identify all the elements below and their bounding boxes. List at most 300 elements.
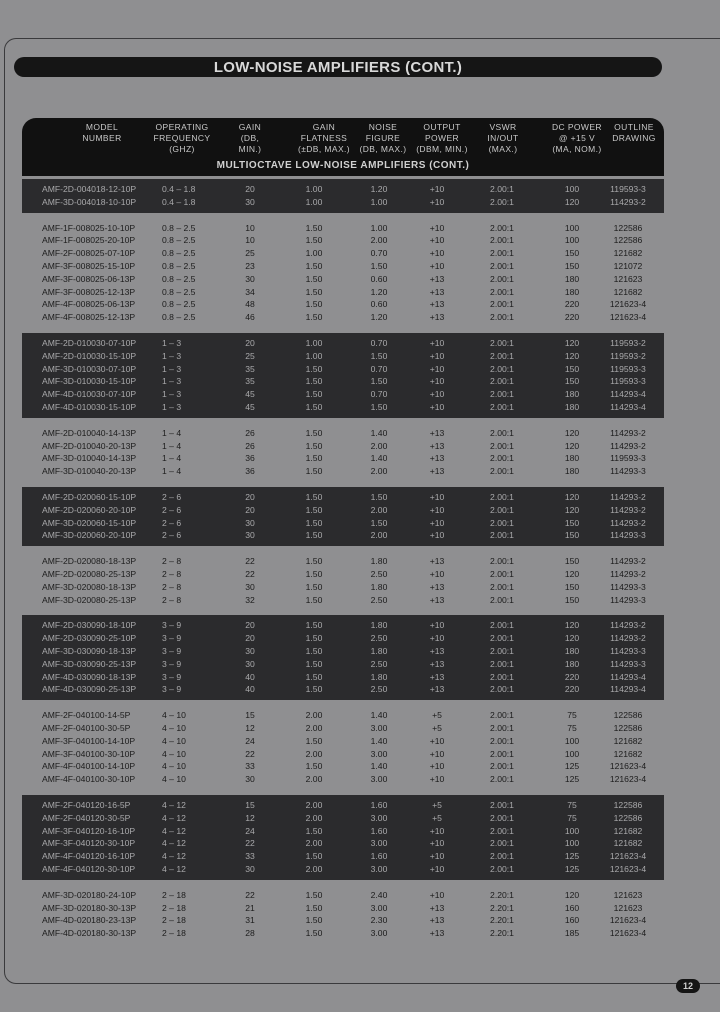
- table-row-group: [22, 551, 664, 610]
- table-cell: 119593-3: [610, 376, 646, 387]
- table-cell: AMF-4D-020180-23-13P: [42, 915, 137, 926]
- column-header-line: DC POWER: [552, 122, 602, 132]
- table-cell: 30: [245, 774, 255, 785]
- column-header-line: (DB, MAX.): [359, 144, 407, 154]
- table-cell: 122586: [613, 235, 643, 246]
- table-cell: 1.50: [305, 633, 323, 644]
- table-cell: 2.00:1: [490, 286, 514, 297]
- table-cell: 20: [245, 184, 255, 194]
- table-cell: AMF-4F-008025-06-13P: [42, 299, 136, 310]
- table-cell: 125: [564, 761, 580, 772]
- table-cell: 1.00: [305, 184, 323, 194]
- table-cell: 1.50: [305, 260, 323, 271]
- table-cell: 121623-4: [609, 312, 647, 323]
- table-cell: AMF-3D-020060-20-10P: [42, 530, 137, 541]
- table-cell: +10: [429, 504, 445, 515]
- table-cell: 121623-4: [609, 774, 647, 785]
- table-cell: 22: [245, 568, 255, 579]
- table-cell: 2 – 8: [162, 556, 182, 567]
- table-cell: 2 – 8: [162, 568, 182, 579]
- table-cell: 122586: [613, 812, 643, 823]
- table-row: [22, 568, 664, 581]
- table-cell: 20: [245, 504, 255, 515]
- table-cell: AMF-2D-030090-18-10P: [42, 620, 137, 631]
- table-cell: 114293-2: [610, 492, 646, 502]
- table-cell: +13: [429, 928, 445, 939]
- table-row: [22, 311, 664, 324]
- table-cell: 121682: [613, 838, 643, 849]
- table-cell: 3.00: [370, 812, 388, 823]
- table-cell: 4 – 12: [162, 838, 186, 849]
- table-cell: 1 – 3: [162, 338, 182, 348]
- table-cell: 1.40: [370, 427, 388, 438]
- table-cell: +13: [429, 594, 445, 605]
- table-row: [22, 337, 664, 350]
- table-row-group: [22, 333, 664, 418]
- table-cell: AMF-3D-020180-24-10P: [42, 889, 137, 900]
- table-cell: 4 – 10: [162, 748, 186, 759]
- table-cell: 2.00:1: [490, 338, 514, 348]
- table-cell: 125: [564, 774, 580, 785]
- table-cell: 1.50: [305, 530, 323, 541]
- table-cell: 1.50: [305, 684, 323, 695]
- table-cell: AMF-3F-040100-30-10P: [42, 748, 136, 759]
- table-cell: 2.00:1: [490, 440, 514, 451]
- table-row: [22, 773, 664, 786]
- table-cell: AMF-3D-010040-14-13P: [42, 453, 137, 464]
- table-cell: 120: [564, 620, 580, 631]
- table-cell: +13: [429, 440, 445, 451]
- table-cell: 114293-4: [610, 671, 646, 682]
- table-row: [22, 619, 664, 632]
- table-cell: 180: [564, 401, 580, 412]
- table-cell: 1.50: [370, 376, 388, 387]
- table-cell: 40: [245, 684, 255, 695]
- table-cell: 2.00:1: [490, 235, 514, 246]
- table-cell: AMF-3F-008025-15-10P: [42, 260, 136, 271]
- table-header: [22, 118, 664, 176]
- table-row: [22, 889, 664, 902]
- table-cell: 3.00: [370, 838, 388, 849]
- table-cell: 100: [564, 235, 580, 246]
- table-cell: 75: [567, 812, 577, 823]
- table-cell: 75: [567, 710, 577, 721]
- table-cell: 2.00: [305, 710, 323, 721]
- table-row: [22, 863, 664, 876]
- table-cell: 1.50: [305, 658, 323, 669]
- table-cell: 0.8 – 2.5: [162, 299, 196, 310]
- column-header: [478, 122, 528, 155]
- table-cell: 0.70: [370, 389, 388, 400]
- table-cell: 120: [564, 196, 580, 207]
- table-cell: 12: [245, 812, 255, 823]
- table-cell: 2.00:1: [490, 851, 514, 862]
- table-cell: 2 – 6: [162, 517, 182, 528]
- table-cell: 1.50: [305, 312, 323, 323]
- table-cell: 2 – 18: [162, 928, 186, 939]
- table-cell: 2.00:1: [490, 800, 514, 810]
- table-cell: 1.50: [305, 594, 323, 605]
- column-header-line: FREQUENCY: [153, 133, 211, 143]
- table-cell: 75: [567, 722, 577, 733]
- table-cell: +10: [429, 389, 445, 400]
- table-cell: 20: [245, 633, 255, 644]
- table-cell: AMF-3D-020180-30-13P: [42, 902, 137, 913]
- table-cell: 22: [245, 748, 255, 759]
- table-cell: +5: [432, 800, 442, 810]
- table-cell: 114293-2: [610, 517, 646, 528]
- table-cell: 1.50: [370, 401, 388, 412]
- column-header: [544, 122, 610, 155]
- table-cell: 2.00:1: [490, 556, 514, 567]
- table-cell: 1.50: [370, 260, 388, 271]
- table-cell: 12: [245, 722, 255, 733]
- table-cell: +10: [429, 401, 445, 412]
- table-cell: 120: [564, 568, 580, 579]
- table-cell: +10: [429, 248, 445, 259]
- table-cell: AMF-1F-008025-20-10P: [42, 235, 136, 246]
- table-cell: 2 – 6: [162, 492, 182, 502]
- column-header-line: POWER: [424, 133, 460, 143]
- table-cell: 3.00: [370, 928, 388, 939]
- table-cell: 1.50: [305, 389, 323, 400]
- table-cell: 3 – 9: [162, 684, 182, 695]
- table-cell: 1.50: [305, 427, 323, 438]
- table-row: [22, 722, 664, 735]
- table-cell: 2.00: [305, 838, 323, 849]
- table-cell: +10: [429, 492, 445, 502]
- table-row: [22, 850, 664, 863]
- table-cell: 1 – 4: [162, 440, 182, 451]
- table-cell: 1.50: [305, 222, 323, 233]
- table-cell: 25: [245, 248, 255, 259]
- table-cell: 2 – 6: [162, 530, 182, 541]
- table-cell: 34: [245, 286, 255, 297]
- table-cell: 120: [564, 889, 580, 900]
- table-cell: 2.00: [305, 774, 323, 785]
- table-cell: 25: [245, 350, 255, 361]
- table-cell: 114293-3: [610, 645, 646, 656]
- table-cell: 1.00: [370, 222, 388, 233]
- table-cell: 0.70: [370, 363, 388, 374]
- table-cell: AMF-4D-020180-30-13P: [42, 928, 137, 939]
- table-cell: 2.00: [370, 235, 388, 246]
- table-cell: 4 – 10: [162, 774, 186, 785]
- table-row: [22, 709, 664, 722]
- table-cell: 185: [564, 928, 580, 939]
- table-cell: 100: [564, 184, 580, 194]
- table-cell: 121682: [613, 735, 643, 746]
- table-row: [22, 234, 664, 247]
- table-cell: 220: [564, 671, 580, 682]
- table-row: [22, 799, 664, 812]
- table-cell: 2.00: [305, 800, 323, 810]
- table-cell: 1.50: [305, 915, 323, 926]
- table-cell: AMF-3D-020060-15-10P: [42, 517, 137, 528]
- table-cell: 1.50: [305, 556, 323, 567]
- table-cell: AMF-3F-008025-12-13P: [42, 286, 136, 297]
- table-row: [22, 440, 664, 453]
- table-cell: 2.50: [370, 684, 388, 695]
- table-row: [22, 491, 664, 504]
- table-cell: 46: [245, 312, 255, 323]
- table-cell: 45: [245, 401, 255, 412]
- table-cell: 114293-2: [610, 568, 646, 579]
- table-cell: 4 – 12: [162, 812, 186, 823]
- table-cell: 2.00:1: [490, 312, 514, 323]
- table-cell: AMF-4D-010030-07-10P: [42, 389, 137, 400]
- table-cell: 2.00:1: [490, 196, 514, 207]
- table-row: [22, 452, 664, 465]
- table-cell: 114293-2: [610, 504, 646, 515]
- table-cell: 10: [245, 222, 255, 233]
- table-cell: +10: [429, 363, 445, 374]
- column-header: [606, 122, 662, 144]
- table-cell: 1 – 4: [162, 466, 182, 477]
- table-cell: 114293-2: [610, 620, 646, 631]
- table-cell: 2 – 8: [162, 581, 182, 592]
- table-row: [22, 388, 664, 401]
- table-cell: 33: [245, 851, 255, 862]
- column-header-line: VSWR: [489, 122, 517, 132]
- table-cell: +13: [429, 273, 445, 284]
- column-header-line: NUMBER: [82, 133, 122, 143]
- table-row-group: [22, 487, 664, 546]
- table-cell: 40: [245, 671, 255, 682]
- table-cell: 22: [245, 556, 255, 567]
- table-cell: +13: [429, 556, 445, 567]
- table-cell: 121682: [613, 286, 643, 297]
- table-cell: AMF-2D-010040-20-13P: [42, 440, 137, 451]
- table-cell: 1.50: [305, 453, 323, 464]
- table-cell: 1.80: [370, 671, 388, 682]
- table-cell: 125: [564, 863, 580, 874]
- table-row: [22, 427, 664, 440]
- table-cell: 120: [564, 504, 580, 515]
- table-cell: 121623-4: [609, 928, 647, 939]
- table-cell: 2.00:1: [490, 863, 514, 874]
- table-cell: AMF-2D-010030-07-10P: [42, 338, 137, 348]
- table-cell: 30: [245, 196, 255, 207]
- column-header: [294, 122, 354, 155]
- table-row: [22, 581, 664, 594]
- table-cell: AMF-3D-010030-07-10P: [42, 363, 137, 374]
- table-cell: 1.00: [370, 196, 388, 207]
- table-cell: 1 – 3: [162, 350, 182, 361]
- column-header-line: MODEL: [85, 122, 119, 132]
- table-cell: AMF-4F-040100-14-10P: [42, 761, 136, 772]
- table-cell: AMF-3D-004018-10-10P: [42, 196, 137, 207]
- table-cell: +10: [429, 838, 445, 849]
- table-cell: 3.00: [370, 748, 388, 759]
- table-cell: 150: [564, 594, 580, 605]
- table-cell: +10: [429, 735, 445, 746]
- table-cell: 100: [564, 735, 580, 746]
- table-cell: 0.8 – 2.5: [162, 312, 196, 323]
- table-cell: 119593-3: [610, 453, 646, 464]
- table-row: [22, 645, 664, 658]
- table-cell: AMF-3F-008025-06-13P: [42, 273, 136, 284]
- table-cell: 2.50: [370, 594, 388, 605]
- table-cell: AMF-2F-040100-30-5P: [42, 722, 131, 733]
- table-cell: +10: [429, 633, 445, 644]
- table-cell: 1.50: [305, 440, 323, 451]
- table-cell: 1.00: [305, 350, 323, 361]
- table-cell: 20: [245, 492, 255, 502]
- table-cell: 0.60: [370, 273, 388, 284]
- table-cell: 15: [245, 800, 255, 810]
- table-cell: 0.60: [370, 299, 388, 310]
- table-cell: 114293-3: [610, 658, 646, 669]
- table-cell: 220: [564, 312, 580, 323]
- table-cell: 1.50: [305, 581, 323, 592]
- table-cell: AMF-2F-040120-16-5P: [42, 800, 131, 810]
- table-cell: AMF-3D-010040-20-13P: [42, 466, 137, 477]
- table-cell: 0.70: [370, 338, 388, 348]
- table-row-group: [22, 885, 664, 944]
- table-cell: 2.00:1: [490, 838, 514, 849]
- table-cell: +13: [429, 427, 445, 438]
- column-header: [412, 122, 472, 155]
- table-row: [22, 594, 664, 607]
- table-cell: 2.20:1: [490, 915, 514, 926]
- table-row: [22, 375, 664, 388]
- table-row: [22, 748, 664, 761]
- table-cell: 35: [245, 376, 255, 387]
- table-cell: AMF-1F-008025-10-10P: [42, 222, 136, 233]
- table-cell: AMF-2D-010040-14-13P: [42, 427, 137, 438]
- table-cell: 2.20:1: [490, 928, 514, 939]
- table-cell: 2.00:1: [490, 184, 514, 194]
- table-cell: 3 – 9: [162, 671, 182, 682]
- table-cell: 1.80: [370, 620, 388, 631]
- table-cell: 1.50: [305, 401, 323, 412]
- table-cell: 35: [245, 363, 255, 374]
- table-cell: AMF-4D-010030-15-10P: [42, 401, 137, 412]
- table-cell: 4 – 10: [162, 735, 186, 746]
- table-row: [22, 760, 664, 773]
- table-cell: 2.00:1: [490, 260, 514, 271]
- table-cell: 36: [245, 453, 255, 464]
- table-cell: AMF-2D-020060-15-10P: [42, 492, 137, 502]
- table-cell: 1.50: [305, 902, 323, 913]
- table-cell: 1.20: [370, 312, 388, 323]
- table-cell: 2 – 8: [162, 594, 182, 605]
- table-cell: +10: [429, 260, 445, 271]
- table-cell: 4 – 10: [162, 761, 186, 772]
- table-cell: 114293-3: [610, 594, 646, 605]
- table-cell: 2.50: [370, 568, 388, 579]
- table-cell: 120: [564, 492, 580, 502]
- table-cell: 2.00:1: [490, 401, 514, 412]
- table-cell: +5: [432, 812, 442, 823]
- table-cell: 2 – 18: [162, 889, 186, 900]
- table-cell: AMF-3F-040100-14-10P: [42, 735, 136, 746]
- table-cell: 1.50: [305, 671, 323, 682]
- table-cell: 100: [564, 748, 580, 759]
- table-cell: 30: [245, 530, 255, 541]
- table-cell: 180: [564, 466, 580, 477]
- table-cell: +10: [429, 863, 445, 874]
- table-cell: 2.30: [370, 915, 388, 926]
- table-cell: 30: [245, 517, 255, 528]
- table-row: [22, 247, 664, 260]
- table-cell: 2.00:1: [490, 645, 514, 656]
- column-header-line: @ +15 V: [558, 133, 596, 143]
- column-header-line: NOISE: [368, 122, 398, 132]
- table-cell: +10: [429, 196, 445, 207]
- table-row: [22, 273, 664, 286]
- table-cell: 1.40: [370, 710, 388, 721]
- table-cell: 2.00:1: [490, 671, 514, 682]
- table-cell: 1.50: [305, 568, 323, 579]
- table-cell: 114293-2: [610, 427, 646, 438]
- table-cell: 30: [245, 273, 255, 284]
- table-cell: 2.00: [305, 748, 323, 759]
- column-header-line: (MAX.): [488, 144, 518, 154]
- table-row: [22, 260, 664, 273]
- table-cell: 2.00:1: [490, 222, 514, 233]
- table-row: [22, 465, 664, 478]
- table-cell: 2.00:1: [490, 825, 514, 836]
- table-cell: AMF-3F-040120-16-10P: [42, 825, 136, 836]
- table-cell: 1.60: [370, 851, 388, 862]
- table-cell: AMF-2F-040100-14-5P: [42, 710, 131, 721]
- table-row: [22, 902, 664, 915]
- table-cell: 150: [564, 556, 580, 567]
- table-cell: 2.00:1: [490, 722, 514, 733]
- table-cell: 2 – 18: [162, 915, 186, 926]
- table-cell: 2.00: [305, 722, 323, 733]
- table-cell: 150: [564, 581, 580, 592]
- table-cell: 1.50: [305, 825, 323, 836]
- table-cell: 1 – 3: [162, 363, 182, 374]
- table-cell: 1 – 3: [162, 376, 182, 387]
- table-cell: 1.50: [305, 286, 323, 297]
- table-cell: 122586: [613, 800, 643, 810]
- table-cell: +10: [429, 517, 445, 528]
- table-cell: +10: [429, 620, 445, 631]
- table-row-group: [22, 705, 664, 790]
- table-cell: 0.8 – 2.5: [162, 273, 196, 284]
- table-cell: 2.00:1: [490, 594, 514, 605]
- column-header-line: (MA, NOM.): [552, 144, 602, 154]
- column-header-line: GAIN: [312, 122, 336, 132]
- table-row: [22, 529, 664, 542]
- table-cell: 100: [564, 825, 580, 836]
- table-cell: AMF-4D-030090-25-13P: [42, 684, 137, 695]
- table-cell: 0.8 – 2.5: [162, 222, 196, 233]
- table-cell: 2 – 18: [162, 902, 186, 913]
- column-header: [358, 122, 408, 155]
- table-cell: 120: [564, 440, 580, 451]
- table-cell: 100: [564, 838, 580, 849]
- table-cell: 1.50: [305, 235, 323, 246]
- table-cell: 114293-2: [610, 633, 646, 644]
- table-cell: 33: [245, 761, 255, 772]
- table-cell: 121623: [613, 889, 643, 900]
- column-header-line: OUTLINE: [614, 122, 654, 132]
- table-cell: 180: [564, 453, 580, 464]
- table-cell: 1 – 4: [162, 427, 182, 438]
- table-cell: 2.00:1: [490, 350, 514, 361]
- table-cell: 0.8 – 2.5: [162, 260, 196, 271]
- table-cell: 1.20: [370, 286, 388, 297]
- page-title: LOW-NOISE AMPLIFIERS (CONT.): [213, 58, 463, 76]
- table-cell: 120: [564, 427, 580, 438]
- table-cell: 150: [564, 530, 580, 541]
- table-cell: +10: [429, 530, 445, 541]
